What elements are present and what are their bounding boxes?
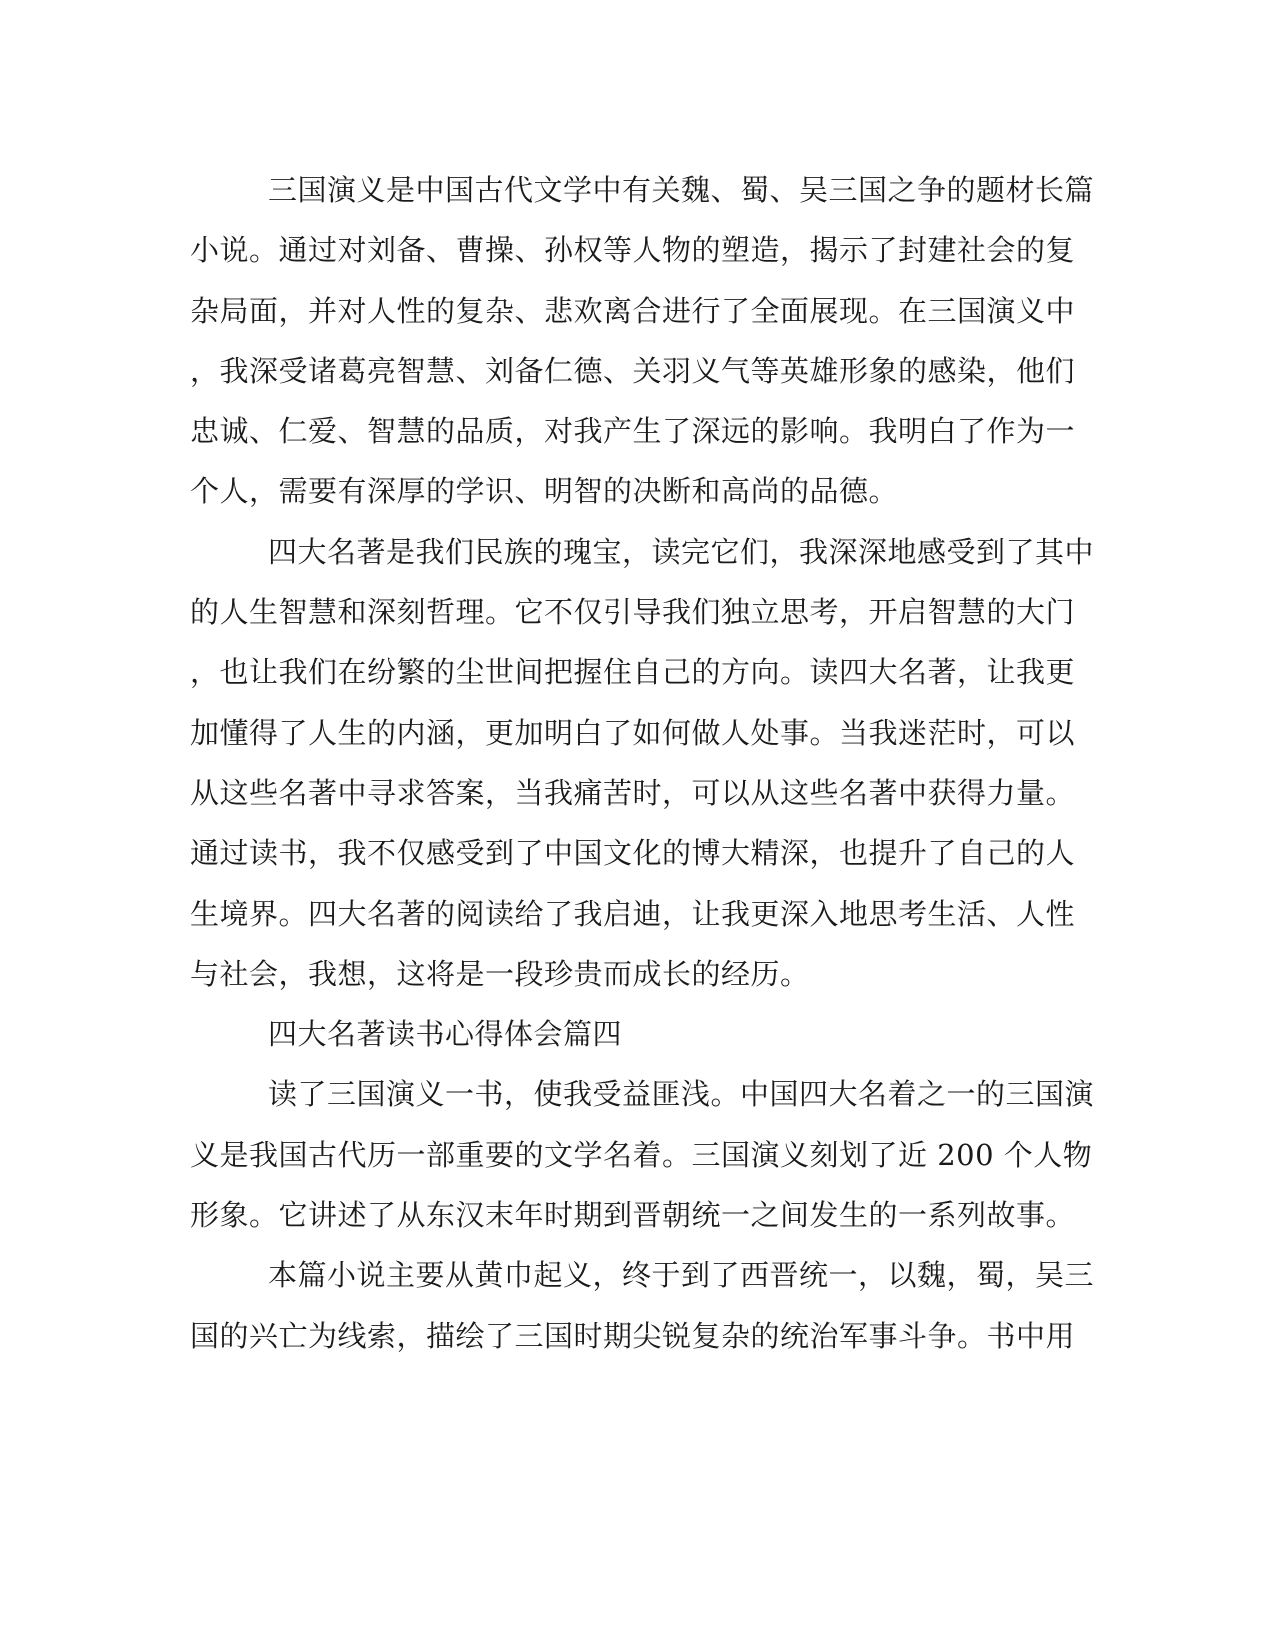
text-line: 生境界。四大名著的阅读给了我启迪，让我更深入地思考生活、人性 xyxy=(190,896,1076,931)
text-line: ，也让我们在纷繁的尘世间把握住自己的方向。读四大名著，让我更 xyxy=(190,655,1076,690)
text-line: 通过读书，我不仅感受到了中国文化的博大精深，也提升了自己的人 xyxy=(190,836,1076,871)
document-body xyxy=(190,160,1095,1366)
text-line: 读了三国演义一书，使我受益匪浅。中国四大名着之一的三国演 xyxy=(268,1077,1095,1112)
section-title: 四大名著读书心得体会篇四 xyxy=(268,1017,623,1052)
text-line: 三国演义是中国古代文学中有关魏、蜀、吴三国之争的题材长篇 xyxy=(268,173,1095,207)
text-line: 加懂得了人生的内涵，更加明白了如何做人处事。当我迷茫时，可以 xyxy=(190,715,1076,750)
text-line: 形象。它讲述了从东汉末年时期到晋朝统一之间发生的一系列故事。 xyxy=(190,1198,1076,1233)
paragraph-novel-summary xyxy=(190,1245,1095,1366)
text-line: 忠诚、仁爱、智慧的品质，对我产生了深远的影响。我明白了作为一 xyxy=(190,414,1076,449)
text-line: 国的兴亡为线索，描绘了三国时期尖锐复杂的统治军事斗争。书中用 xyxy=(190,1318,1076,1353)
text-line: 从这些名著中寻求答案，当我痛苦时，可以从这些名著中获得力量。 xyxy=(190,775,1076,810)
text-line: 义是我国古代历一部重要的文学名着。三国演义刻划了近 200 个人物 xyxy=(190,1137,1093,1172)
section-heading xyxy=(190,1004,1070,1064)
text-line: 四大名著是我们民族的瑰宝，读完它们，我深深地感受到了其中 xyxy=(268,534,1095,569)
text-line: 的人生智慧和深刻哲理。它不仅引导我们独立思考，开启智慧的大门 xyxy=(190,595,1076,630)
text-line: 与社会，我想，这将是一段珍贵而成长的经历。 xyxy=(190,956,810,991)
text-line: 杂局面，并对人性的复杂、悲欢离合进行了全面展现。在三国演义中 xyxy=(190,293,1076,328)
paragraph-reading-sanguo xyxy=(190,1064,1095,1245)
text-line: 个人，需要有深厚的学识、明智的决断和高尚的品德。 xyxy=(190,474,899,509)
paragraph-sanguo-intro xyxy=(190,160,1095,522)
paragraph-four-classics xyxy=(190,522,1095,1004)
text-line: ，我深受诸葛亮智慧、刘备仁德、关羽义气等英雄形象的感染，他们 xyxy=(190,353,1076,388)
text-line: 小说。通过对刘备、曹操、孙权等人物的塑造，揭示了封建社会的复 xyxy=(190,233,1076,268)
text-line: 本篇小说主要从黄巾起义，终于到了西晋统一，以魏，蜀，吴三 xyxy=(268,1258,1095,1293)
